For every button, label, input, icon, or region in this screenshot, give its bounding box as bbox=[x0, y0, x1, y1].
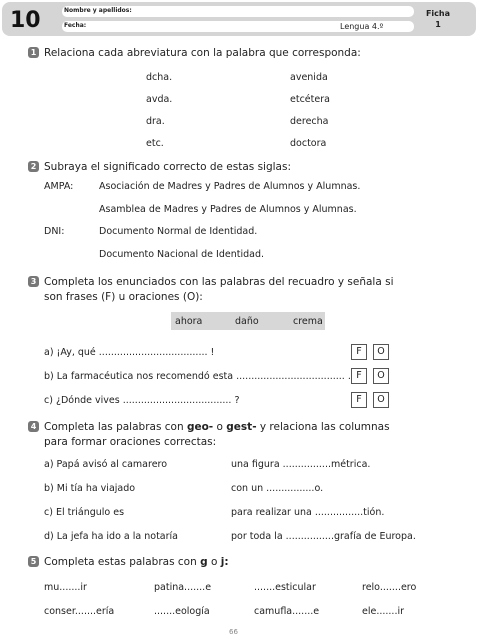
fill-word-1[interactable]: mu.......ir bbox=[44, 582, 87, 593]
sentence-c[interactable]: c) ¿Dónde vives .................................... ? bbox=[44, 395, 240, 406]
exercise-5-text-post: : bbox=[224, 556, 229, 568]
dni-label: DNI: bbox=[44, 226, 65, 237]
ampa-option-2[interactable]: Asamblea de Madres y Padres de Alumnos y Alumnas. bbox=[99, 204, 357, 215]
fill-word-2[interactable]: patina.......e bbox=[154, 582, 212, 593]
fill-word-6[interactable]: .......eología bbox=[154, 606, 210, 617]
ficha-label: Ficha bbox=[425, 9, 451, 18]
subject-label: Lengua 4.º bbox=[340, 22, 384, 31]
word-1[interactable]: avenida bbox=[290, 72, 328, 83]
exercise-4-title bbox=[28, 420, 390, 450]
exercise-4-text-line2: para formar oraciones correctas: bbox=[44, 436, 217, 448]
right-column-1[interactable]: una figura ................métrica. bbox=[231, 459, 371, 470]
right-column-2[interactable]: con un ................o. bbox=[231, 483, 324, 494]
page-number: 66 bbox=[229, 628, 238, 636]
worksheet-header bbox=[2, 2, 476, 36]
sentence-b[interactable]: b) La farmacéutica nos recomendó esta .................................... . bbox=[44, 371, 351, 382]
exercise-3-number: 3 bbox=[28, 276, 39, 287]
date-field[interactable] bbox=[62, 21, 414, 32]
dni-option-1[interactable]: Documento Normal de Identidad. bbox=[99, 226, 258, 237]
unit-number: 10 bbox=[10, 8, 41, 33]
frase-checkbox-a[interactable]: F bbox=[351, 344, 367, 360]
right-column-3[interactable]: para realizar una ................tión. bbox=[231, 507, 385, 518]
box-word-3: crema bbox=[293, 316, 323, 327]
date-label: Fecha: bbox=[64, 22, 87, 29]
ficha-number: 1 bbox=[435, 20, 441, 29]
exercise-5-text-mid: o bbox=[207, 556, 221, 568]
abbr-2[interactable]: avda. bbox=[146, 94, 173, 105]
dni-option-2[interactable]: Documento Nacional de Identidad. bbox=[99, 249, 265, 260]
oracion-checkbox-a[interactable]: O bbox=[373, 344, 389, 360]
exercise-2-text: Subraya el significado correcto de estas siglas: bbox=[44, 161, 292, 173]
fill-word-4[interactable]: relo.......ero bbox=[362, 582, 417, 593]
abbr-4[interactable]: etc. bbox=[146, 138, 164, 149]
exercise-4-text-mid: o bbox=[213, 421, 227, 433]
letter-g: g bbox=[200, 556, 208, 568]
word-2[interactable]: etcétera bbox=[290, 94, 330, 105]
exercise-1-text: Relaciona cada abreviatura con la palabra que corresponda: bbox=[44, 47, 361, 59]
box-word-2: daño bbox=[235, 316, 259, 327]
frase-checkbox-c[interactable]: F bbox=[351, 392, 367, 408]
oracion-checkbox-b[interactable]: O bbox=[373, 368, 389, 384]
word-box bbox=[171, 312, 325, 330]
fill-word-5[interactable]: conser.......ería bbox=[44, 606, 115, 617]
exercise-5-title bbox=[28, 555, 229, 570]
exercise-1-number: 1 bbox=[28, 47, 39, 58]
prefix-gest: gest- bbox=[226, 421, 257, 433]
abbr-3[interactable]: dra. bbox=[146, 116, 165, 127]
exercise-4-number: 4 bbox=[28, 421, 39, 432]
exercise-2-number: 2 bbox=[28, 161, 39, 172]
fill-word-8[interactable]: ele.......ir bbox=[362, 606, 405, 617]
ficha-badge bbox=[422, 8, 454, 30]
left-column-a[interactable]: a) Papá avisó al camarero bbox=[44, 459, 168, 470]
box-word-1: ahora bbox=[175, 316, 203, 327]
sentence-a[interactable]: a) ¡Ay, qué .................................... ! bbox=[44, 347, 215, 358]
word-4[interactable]: doctora bbox=[290, 138, 327, 149]
exercise-4-text-post: y relaciona las columnas bbox=[256, 421, 390, 433]
exercise-5-number: 5 bbox=[28, 556, 39, 567]
exercise-3-title bbox=[28, 275, 393, 305]
frase-checkbox-b[interactable]: F bbox=[351, 368, 367, 384]
abbr-1[interactable]: dcha. bbox=[146, 72, 173, 83]
fill-word-7[interactable]: camufla.......e bbox=[254, 606, 320, 617]
left-column-c[interactable]: c) El triángulo es bbox=[44, 507, 125, 518]
name-label: Nombre y apellidos: bbox=[64, 7, 132, 14]
left-column-d[interactable]: d) La jefa ha ido a la notaría bbox=[44, 531, 178, 542]
letter-j: j bbox=[220, 556, 225, 568]
name-field[interactable] bbox=[62, 6, 414, 17]
exercise-3-text-line1: Completa los enunciados con las palabras del recuadro y señala si bbox=[44, 276, 394, 288]
exercise-5-text-pre: Completa estas palabras con bbox=[44, 556, 201, 568]
exercise-4-text-pre: Completa las palabras con bbox=[44, 421, 187, 433]
left-column-b[interactable]: b) Mi tía ha viajado bbox=[44, 483, 136, 494]
oracion-checkbox-c[interactable]: O bbox=[373, 392, 389, 408]
exercise-3-text-line2: son frases (F) u oraciones (O): bbox=[44, 291, 203, 303]
ampa-label: AMPA: bbox=[44, 181, 74, 192]
ampa-option-1[interactable]: Asociación de Madres y Padres de Alumnos y Alumnas. bbox=[99, 181, 361, 192]
exercise-1-title bbox=[28, 46, 361, 61]
prefix-geo: geo- bbox=[186, 421, 214, 433]
exercise-2-title bbox=[28, 160, 291, 175]
word-3[interactable]: derecha bbox=[290, 116, 329, 127]
fill-word-3[interactable]: .......esticular bbox=[254, 582, 316, 593]
right-column-4[interactable]: por toda la ................grafía de Europa. bbox=[231, 531, 416, 542]
